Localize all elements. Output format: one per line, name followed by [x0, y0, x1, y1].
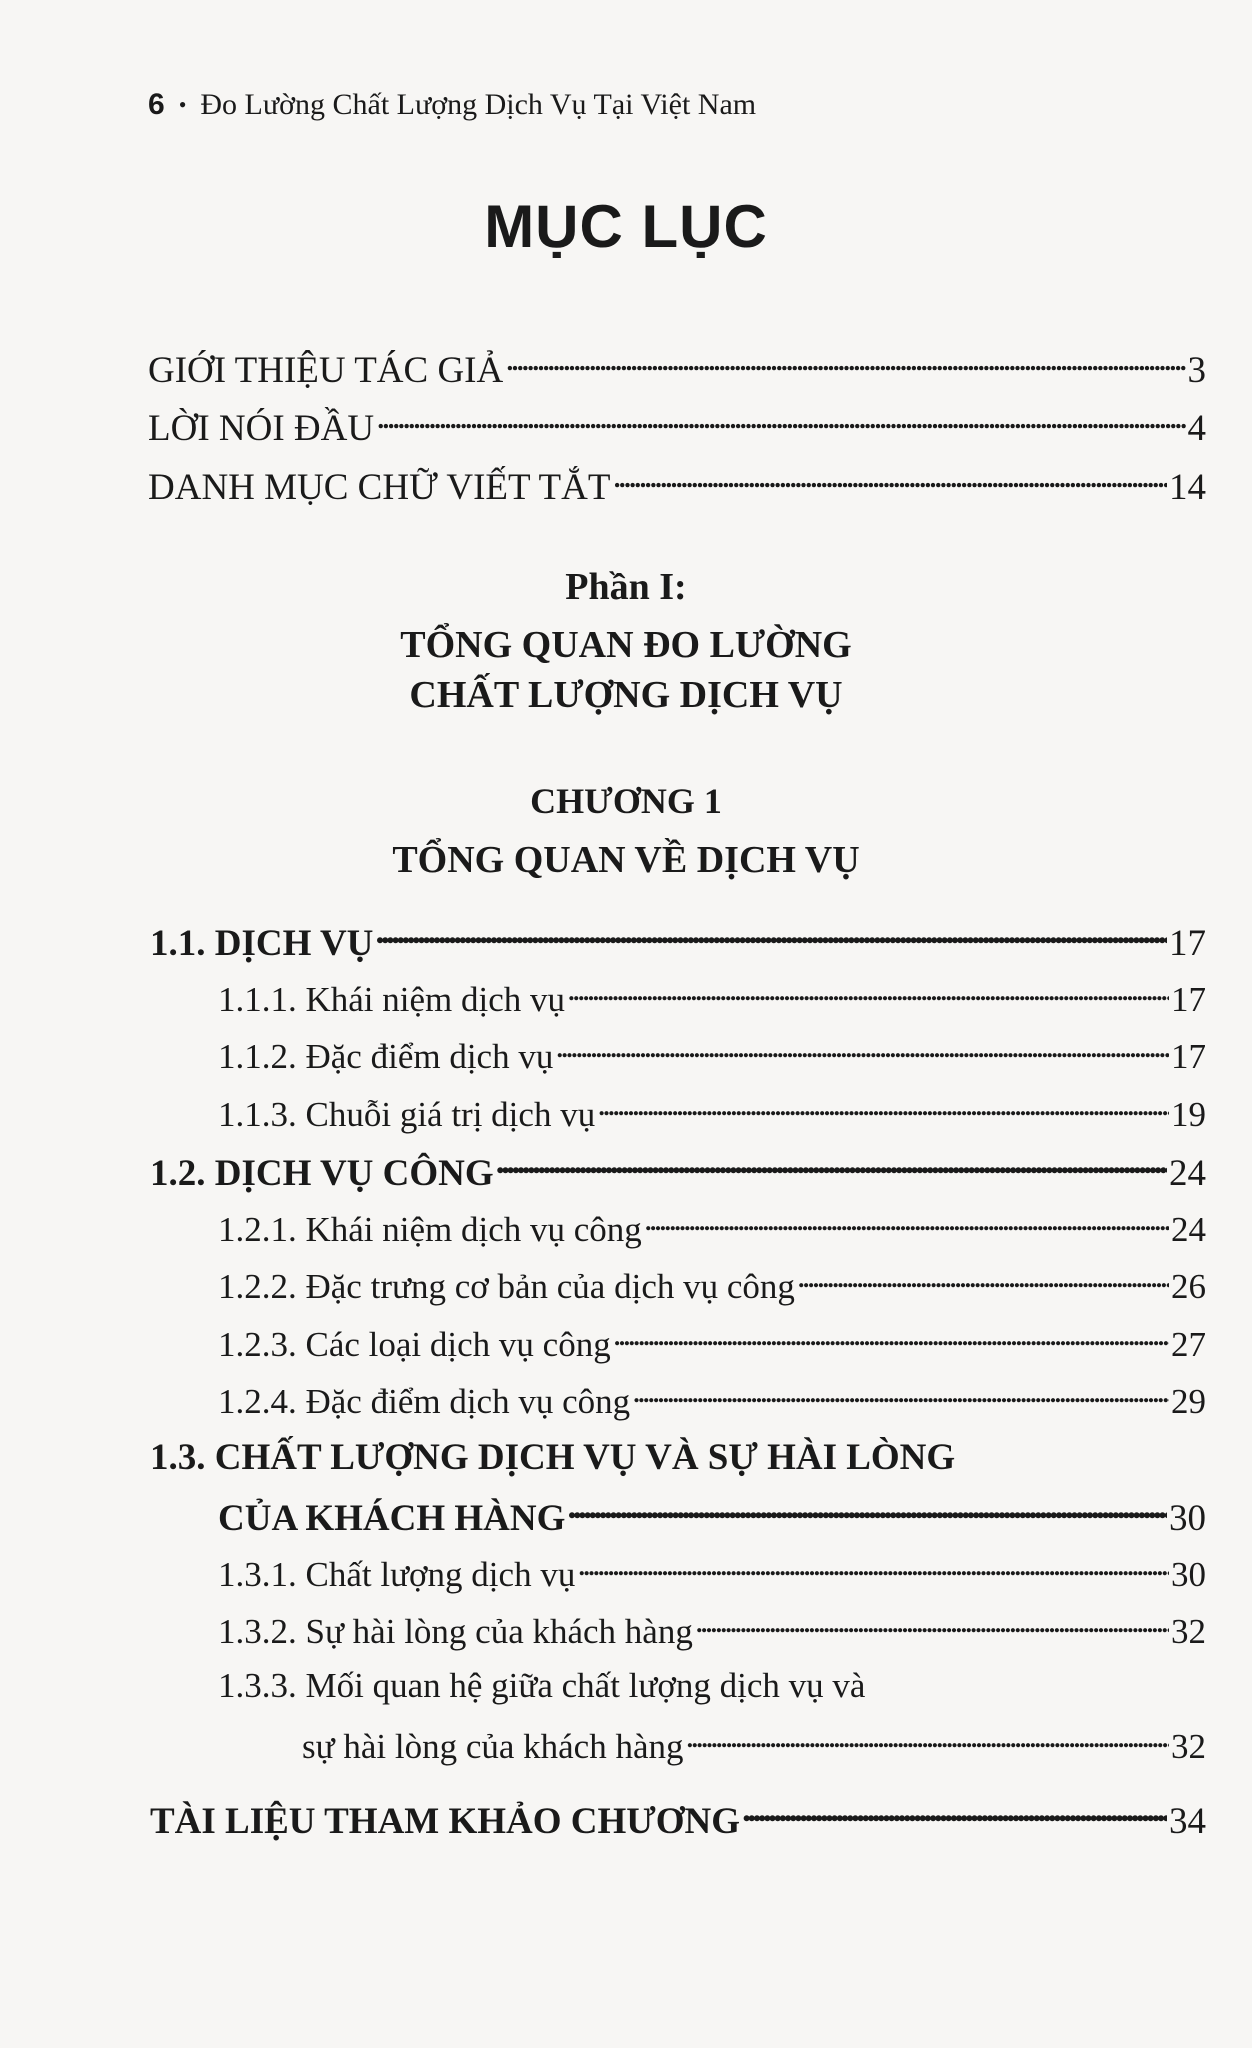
- toc-entry-author-intro[interactable]: [148, 345, 1206, 392]
- toc-entry-1-2-2[interactable]: [218, 1263, 1206, 1307]
- toc-entry-label: 1.2.1. Khái niệm dịch vụ công: [218, 1210, 642, 1249]
- part-title-line2: CHẤT LƯỢNG DỊCH VỤ: [409, 674, 843, 716]
- toc-entry-page: 14: [1169, 467, 1206, 508]
- toc-entry-label: sự hài lòng của khách hàng: [302, 1727, 684, 1766]
- toc-entry-label: 1.3.1. Chất lượng dịch vụ: [218, 1555, 576, 1594]
- toc-entry-1-3-line1[interactable]: 1.3. CHẤT LƯỢNG DỊCH VỤ VÀ SỰ HÀI LÒNG: [150, 1437, 956, 1478]
- toc-entry-page: 26: [1171, 1267, 1206, 1306]
- toc-entry-label: 1.3.2. Sự hài lòng của khách hàng: [218, 1612, 693, 1651]
- toc-entry-label: LỜI NÓI ĐẦU: [148, 408, 375, 449]
- toc-entry-preface[interactable]: [148, 403, 1206, 450]
- toc-entry-page: 30: [1171, 1555, 1206, 1594]
- toc-entry-1-1[interactable]: [150, 918, 1206, 965]
- toc-entry-page: 30: [1169, 1498, 1206, 1539]
- toc-entry-1-2-4[interactable]: [218, 1378, 1206, 1422]
- part-title-line1: TỔNG QUAN ĐO LƯỜNG: [400, 624, 852, 666]
- toc-entry-chapter-references[interactable]: [150, 1796, 1206, 1843]
- toc-entry-1-1-1[interactable]: [218, 976, 1206, 1020]
- book-title: Đo Lường Chất Lượng Dịch Vụ Tại Việt Nam: [200, 88, 757, 121]
- dot-leader: [597, 1091, 1169, 1126]
- toc-entry-1-3[interactable]: [218, 1493, 1206, 1540]
- toc-entry-page: 24: [1169, 1153, 1206, 1194]
- dot-leader: [505, 345, 1185, 382]
- toc-entry-1-1-3[interactable]: [218, 1091, 1206, 1135]
- toc-entry-page: 32: [1171, 1612, 1206, 1651]
- dot-leader: [695, 1608, 1169, 1643]
- toc-entry-page: 29: [1171, 1382, 1206, 1421]
- dot-leader: [555, 1033, 1169, 1068]
- toc-entry-1-2-3[interactable]: [218, 1321, 1206, 1365]
- toc-entry-label: 1.2. DỊCH VỤ CÔNG: [150, 1153, 494, 1194]
- toc-entry-abbreviations[interactable]: [148, 462, 1206, 509]
- dot-leader: [376, 403, 1185, 440]
- page-number: 6: [148, 88, 165, 121]
- dot-leader: [742, 1796, 1167, 1833]
- toc-entry-label: 1.1. DỊCH VỤ: [150, 923, 374, 964]
- toc-entry-1-2-1[interactable]: [218, 1206, 1206, 1250]
- dot-leader: [496, 1148, 1167, 1185]
- toc-entry-page: 34: [1169, 1801, 1206, 1842]
- dot-leader: [612, 462, 1167, 499]
- toc-entry-label: CỦA KHÁCH HÀNG: [218, 1498, 566, 1539]
- dot-leader: [613, 1321, 1169, 1356]
- toc-entry-label: 1.2.3. Các loại dịch vụ công: [218, 1325, 611, 1364]
- toc-entry-label: DANH MỤC CHỮ VIẾT TẮT: [148, 467, 611, 508]
- toc-entry-page: 32: [1171, 1727, 1206, 1766]
- toc-entry-page: 17: [1169, 923, 1206, 964]
- dot-leader: [567, 1493, 1167, 1530]
- toc-entry-page: 3: [1187, 350, 1206, 391]
- toc-entry-1-2[interactable]: [150, 1148, 1206, 1195]
- toc-entry-1-3-2[interactable]: [218, 1608, 1206, 1652]
- dot-leader: [632, 1378, 1169, 1413]
- part-label: Phần I:: [565, 566, 687, 608]
- toc-entry-page: 27: [1171, 1325, 1206, 1364]
- toc-entry-label: 1.2.4. Đặc điểm dịch vụ công: [218, 1382, 631, 1421]
- dot-leader: [644, 1206, 1169, 1241]
- toc-entry-label: 1.1.3. Chuỗi giá trị dịch vụ: [218, 1095, 596, 1134]
- toc-entry-page: 4: [1187, 408, 1206, 449]
- chapter-title: TỔNG QUAN VỀ DỊCH VỤ: [392, 839, 860, 881]
- dot-leader: [375, 918, 1167, 955]
- toc-entry-page: 17: [1171, 980, 1206, 1019]
- dot-leader: [567, 976, 1169, 1011]
- toc-entry-label: 1.2.2. Đặc trưng cơ bản của dịch vụ công: [218, 1267, 795, 1306]
- toc-entry-page: 19: [1171, 1095, 1206, 1134]
- toc-entry-label: 1.1.1. Khái niệm dịch vụ: [218, 980, 566, 1019]
- dot-leader: [577, 1551, 1169, 1586]
- toc-entry-1-3-1[interactable]: [218, 1551, 1206, 1595]
- toc-entry-label: TÀI LIỆU THAM KHẢO CHƯƠNG: [150, 1801, 740, 1842]
- toc-entry-label: GIỚI THIỆU TÁC GIẢ: [148, 350, 504, 391]
- dot-leader: [686, 1723, 1170, 1758]
- toc-entry-page: 17: [1171, 1037, 1206, 1076]
- toc-entry-1-3-3[interactable]: [302, 1723, 1206, 1767]
- toc-title: MỤC LỤC: [484, 193, 768, 260]
- chapter-label: CHƯƠNG 1: [530, 781, 722, 821]
- toc-entry-1-1-2[interactable]: [218, 1033, 1206, 1077]
- toc-entry-1-3-3-line1[interactable]: 1.3.3. Mối quan hệ giữa chất lượng dịch vụ và: [218, 1666, 866, 1705]
- running-header: [148, 88, 756, 122]
- bullet-separator: •: [178, 92, 187, 117]
- dot-leader: [797, 1263, 1169, 1298]
- toc-entry-label: 1.1.2. Đặc điểm dịch vụ: [218, 1037, 554, 1076]
- toc-entry-page: 24: [1171, 1210, 1206, 1249]
